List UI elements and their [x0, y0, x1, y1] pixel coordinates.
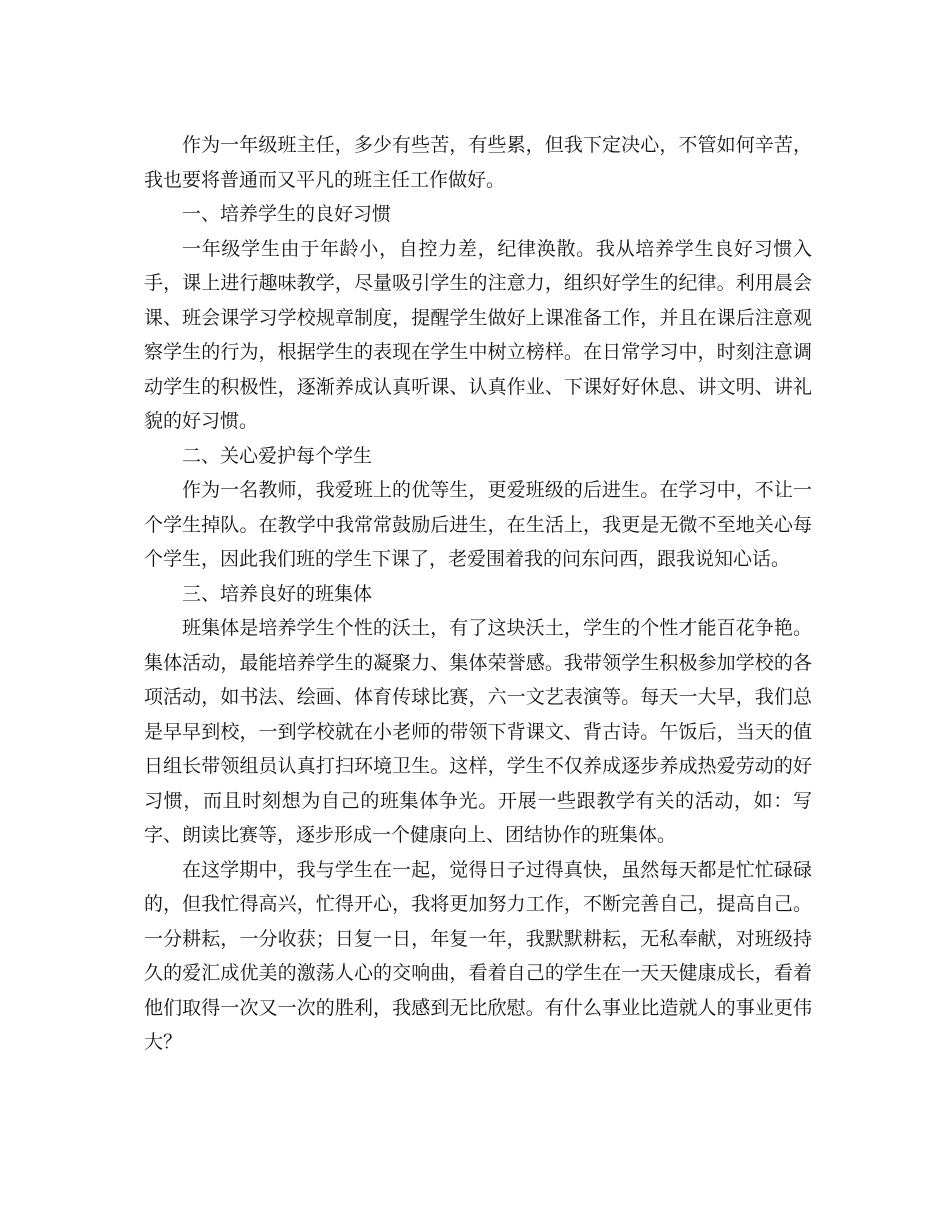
paragraph-conclusion: 在这学期中，我与学生在一起，觉得日子过得真快，虽然每天都是忙忙碌碌的，但我忙得高兴，忙得开心，我将更加努力工作，不断完善自己，提高自己。一分耕耘，一分收获；日复一日，年复一年，我默默耕耘，无私奉献，对班级持久的爱汇成优美的激荡人心的交响曲，看着自己的学生在一天天健康成长，看着他们取得一次又一次的胜利，我感到无比欣慰。有什么事业比造就人的事业更伟大？ [144, 858, 812, 1053]
section-heading-1: 一、培养学生的良好习惯 [182, 203, 392, 225]
paragraph-intro: 作为一年级班主任，多少有些苦，有些累，但我下定决心，不管如何辛苦，我也要将普通而又平凡的班主任工作做好。 [144, 134, 812, 191]
paragraph-habits: 一年级学生由于年龄小，自控力差，纪律涣散。我从培养学生良好习惯入手，课上进行趣味教学，尽量吸引学生的注意力，组织好学生的纪律。利用晨会课、班会课学习学校规章制度，提醒学生做好上课准备工作，并且在课后注意观察学生的行为，根据学生的表现在学生中树立榜样。在日常学习中，时刻注意调动学生的积极性，逐渐养成认真听课、认真作业、下课好好休息、讲文明、讲礼貌的好习惯。 [144, 237, 812, 432]
document-body [144, 128, 812, 1060]
paragraph-care: 作为一名教师，我爱班上的优等生，更爱班级的后进生。在学习中，不让一个学生掉队。在教学中我常常鼓励后进生，在生活上，我更是无微不至地关心每个学生，因此我们班的学生下课了，老爱围着我的问东问西，跟我说知心话。 [144, 479, 812, 570]
paragraph-collective: 班集体是培养学生个性的沃土，有了这块沃土，学生的个性才能百花争艳。集体活动，最能培养学生的凝聚力、集体荣誉感。我带领学生积极参加学校的各项活动，如书法、绘画、体育传球比赛，六一文艺表演等。每天一大早，我们总是早早到校，一到学校就在小老师的带领下背课文、背古诗。午饭后，当天的值日组长带领组员认真打扫环境卫生。这样，学生不仅养成逐步养成热爱劳动的好习惯，而且时刻想为自己的班集体争光。开展一些跟教学有关的活动，如：写字、朗读比赛等，逐步形成一个健康向上、团结协作的班集体。 [144, 617, 812, 846]
section-heading-2: 二、关心爱护每个学生 [182, 444, 373, 467]
section-heading-3: 三、培养良好的班集体 [182, 582, 373, 605]
